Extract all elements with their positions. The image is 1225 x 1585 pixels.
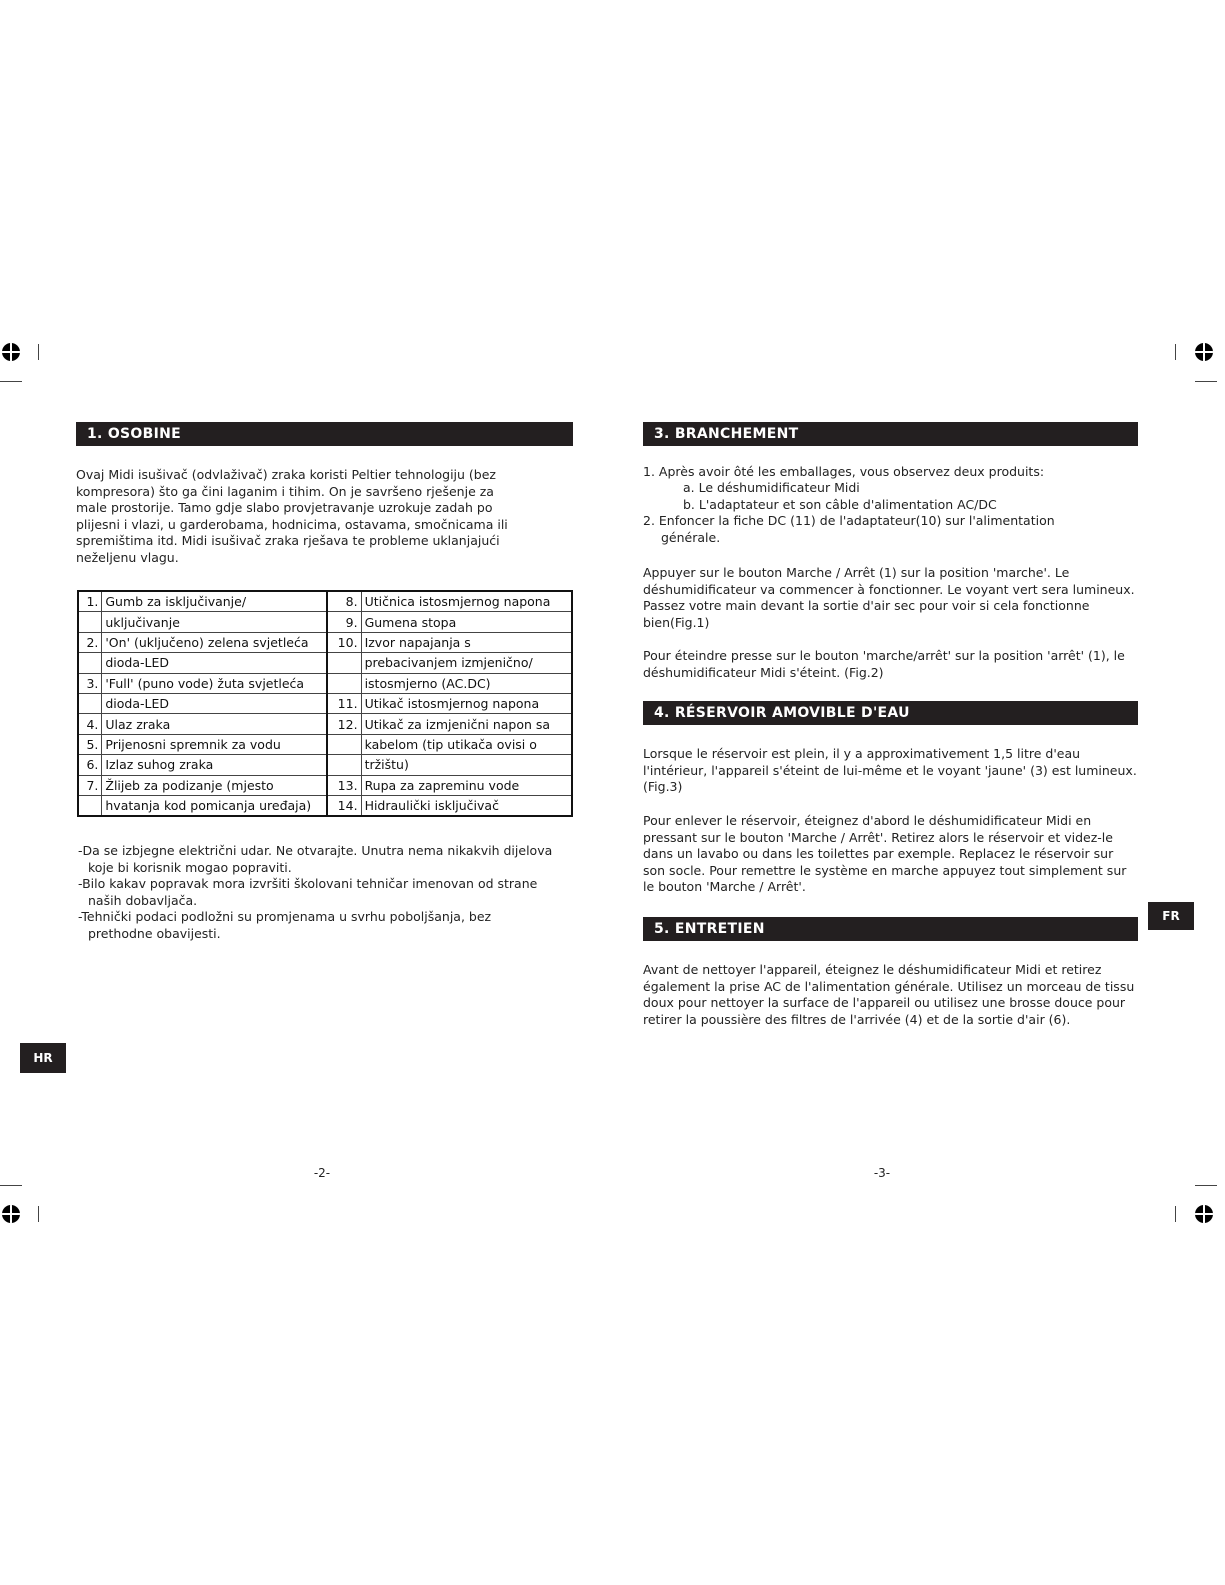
maintenance-paragraph: Avant de nettoyer l'appareil, éteignez le déshumidificateur Midi et retirez également la prise AC de l'alimentation générale. Utilisez un morceau de tissu doux pour nettoyer la surface de l'appareil ou utilisez une brosse douce pour retirer la poussière des filtres de l'arrivée (4) et de la sortie d'air (6). [643, 962, 1135, 1027]
part-name: Rupa za zapreminu vode [361, 775, 572, 795]
part-number [78, 693, 102, 713]
intro-line: plijesni i vlazi, u garderobama, hodnicima, ostavama, smočnicama ili [76, 516, 508, 532]
left-page [0, 0, 612, 1585]
intro-line: spremištima itd. Midi isušivač zraka rješava te probleme uklanjajući [76, 533, 500, 549]
part-name: Hidraulički isključivač [361, 795, 572, 816]
part-name: Utikač istosmjernog napona [361, 693, 572, 713]
part-number: 12. [327, 714, 361, 734]
part-name: Prijenosni spremnik za vodu [102, 734, 327, 754]
section-5-title: 5. ENTRETIEN [654, 921, 765, 937]
step-2-continued: générale. [661, 529, 721, 545]
intro-line: neželjenu vlagu. [76, 549, 179, 565]
parts-table-row [78, 734, 572, 754]
part-name: 'Full' (puno vode) žuta svjetleća [102, 673, 327, 693]
parts-table-row [78, 775, 572, 795]
parts-table-row [78, 591, 572, 612]
part-number: 7. [78, 775, 102, 795]
step-2: 2. Enfoncer la fiche DC (11) de l'adaptateur(10) sur l'alimentation [643, 513, 1055, 529]
language-tab-label: HR [33, 1051, 53, 1065]
parts-table-row [78, 632, 572, 652]
section-5-header [643, 917, 1138, 941]
parts-table-row [78, 795, 572, 816]
part-name: Izlaz suhog zraka [102, 755, 327, 775]
part-name: Gumena stopa [361, 612, 572, 632]
parts-table-row [78, 673, 572, 693]
part-number: 1. [78, 591, 102, 612]
part-name: dioda-LED [102, 653, 327, 673]
step-1: 1. Après avoir ôté les emballages, vous observez deux produits: [643, 464, 1045, 479]
part-number: 3. [78, 673, 102, 693]
section-1-title: 1. OSOBINE [87, 426, 181, 442]
power-off-paragraph: Pour éteindre presse sur le bouton 'marche/arrêt' sur la position 'arrêt' (1), le déshumidificateur Midi s'éteint. (Fig.2) [643, 648, 1125, 680]
part-name: hvatanja kod pomicanja uređaja) [102, 795, 327, 816]
section-1-header [76, 422, 573, 446]
parts-table-row [78, 653, 572, 673]
part-number: 5. [78, 734, 102, 754]
parts-table [77, 590, 573, 817]
parts-table-row [78, 755, 572, 775]
part-number [327, 673, 361, 693]
right-page [612, 0, 1224, 1585]
note-item: -Da se izbjegne električni udar. Ne otvarajte. Unutra nema nikakvih dijelova koje bi korisnik mogao popraviti. [78, 843, 553, 875]
note-item: -Tehnički podaci podložni su promjenama u svrhu poboljšanja, bez prethodne obavijesti. [78, 909, 492, 941]
part-name: uključivanje [102, 612, 327, 632]
part-number: 10. [327, 632, 361, 652]
language-tab-fr [1148, 902, 1194, 930]
step-1a: a. Le déshumidificateur Midi [683, 480, 860, 496]
part-number: 2. [78, 632, 102, 652]
intro-paragraph [76, 467, 576, 567]
section-3-title: 3. BRANCHEMENT [654, 426, 799, 442]
language-tab-hr [20, 1043, 66, 1073]
part-name: Izvor napajanja s [361, 632, 572, 652]
intro-line: kompresora) što ga čini laganim i tihim. On je savršeno rješenje za [76, 483, 494, 499]
intro-line: Ovaj Midi isušivač (odvlaživač) zraka koristi Peltier tehnologiju (bez [76, 467, 496, 482]
step-1b: b. L'adaptateur et son câble d'alimentation AC/DC [683, 496, 997, 512]
part-number [327, 653, 361, 673]
parts-table-row [78, 612, 572, 632]
intro-line: male prostorije. Tamo gdje slabo provjetravanje uzrokuje zadah po [76, 500, 493, 516]
connection-steps [643, 464, 1143, 546]
part-number: 13. [327, 775, 361, 795]
part-name: tržištu) [361, 755, 572, 775]
section-4-header [643, 701, 1138, 725]
part-number: 11. [327, 693, 361, 713]
part-name: dioda-LED [102, 693, 327, 713]
power-on-paragraph: Appuyer sur le bouton Marche / Arrêt (1) sur la position 'marche'. Le déshumidificateur va commencer à fonctionner. Le voyant vert sera lumineux. Passez votre main devant la sortie d'air sec pour voir si cela fonctionne bien(Fig.1) [643, 565, 1135, 630]
part-name: Ulaz zraka [102, 714, 327, 734]
part-number [327, 734, 361, 754]
part-number: 9. [327, 612, 361, 632]
part-name: Gumb za isključivanje/ [102, 591, 327, 612]
part-number: 6. [78, 755, 102, 775]
part-number [78, 653, 102, 673]
part-name: Utikač za izmjenični napon sa [361, 714, 572, 734]
language-tab-label: FR [1162, 909, 1180, 923]
part-number: 8. [327, 591, 361, 612]
page-number-right: -3- [873, 1166, 891, 1180]
page-number-left: -2- [313, 1166, 331, 1180]
part-name: 'On' (uključeno) zelena svjetleća [102, 632, 327, 652]
tank-full-paragraph: Lorsque le réservoir est plein, il y a approximativement 1,5 litre d'eau l'intérieur, l'appareil s'éteint de lui-même et le voyant 'jaune' (3) est lumineux. (Fig.3) [643, 746, 1137, 795]
note-item: -Bilo kakav popravak mora izvršiti školovani tehničar imenovan od strane naših dobavljača. [78, 876, 538, 908]
part-name: istosmjerno (AC.DC) [361, 673, 572, 693]
section-4-title: 4. RÉSERVOIR AMOVIBLE D'EAU [654, 705, 910, 721]
part-name: Utičnica istosmjernog napona [361, 591, 572, 612]
parts-table-row [78, 693, 572, 713]
part-number [78, 612, 102, 632]
parts-table-row [78, 714, 572, 734]
tank-remove-paragraph: Pour enlever le réservoir, éteignez d'abord le déshumidificateur Midi en pressant sur le bouton 'Marche / Arrêt'. Retirez alors le réservoir et videz-le dans un lavabo ou dans les toilettes par exemple. Replacez le réservoir sur son socle. Pour remettre le système en marche appuyez tout simplement sur le bouton 'Marche / Arrêt'. [643, 813, 1127, 895]
part-number: 4. [78, 714, 102, 734]
safety-notes [76, 843, 556, 943]
section-3-header [643, 422, 1138, 446]
part-number [327, 755, 361, 775]
part-number: 14. [327, 795, 361, 816]
part-number [78, 795, 102, 816]
part-name: kabelom (tip utikača ovisi o [361, 734, 572, 754]
part-name: prebacivanjem izmjenično/ [361, 653, 572, 673]
part-name: Žlijeb za podizanje (mjesto [102, 775, 327, 795]
